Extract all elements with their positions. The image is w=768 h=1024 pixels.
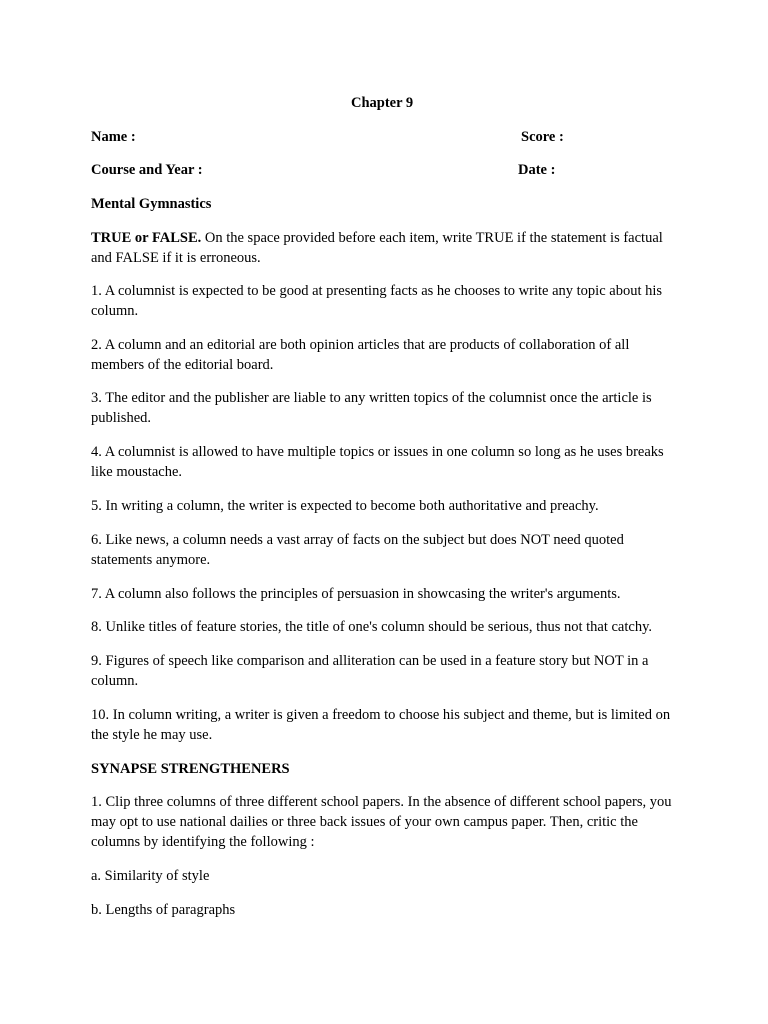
- name-label: Name :: [91, 129, 136, 145]
- synapse-item: 1. Clip three columns of three different school papers. In the absence of different school papers, you may opt to use national dailies or three back issues of your own campus paper. Then, critic the columns by identifying the following :: [91, 794, 672, 850]
- question-item: 4. A columnist is allowed to have multiple topics or issues in one column so long as he uses breaks like moustache.: [91, 444, 664, 480]
- question-item: 1. A columnist is expected to be good at presenting facts as he chooses to write any topic about his column.: [91, 283, 663, 319]
- chapter-heading: Chapter 9: [351, 95, 414, 111]
- question-item: 8. Unlike titles of feature stories, the title of one's column should be serious, thus not that catchy.: [91, 619, 653, 635]
- date-label: Date :: [518, 162, 556, 178]
- section-title-mental-gymnastics: Mental Gymnastics: [91, 196, 212, 212]
- question-item: 6. Like news, a column needs a vast array of facts on the subject but does NOT need quoted statements anymore.: [91, 532, 624, 568]
- section-title-synapse-strengtheners: SYNAPSE STRENGTHENERS: [91, 761, 290, 777]
- course-year-label: Course and Year :: [91, 162, 203, 178]
- question-item: 5. In writing a column, the writer is expected to become both authoritative and preachy.: [91, 498, 599, 514]
- question-item: 7. A column also follows the principles of persuasion in showcasing the writer's arguments.: [91, 586, 621, 602]
- question-item: 10. In column writing, a writer is given a freedom to choose his subject and theme, but is limited on the style he may use.: [91, 707, 671, 743]
- tf-instructions-text: On the space provided before each item, write TRUE if the statement is factual and FALSE if it is erroneous.: [91, 230, 663, 266]
- score-label: Score :: [521, 129, 564, 145]
- tf-heading: TRUE or FALSE.: [91, 230, 202, 246]
- question-item: 3. The editor and the publisher are liable to any written topics of the columnist once the article is published.: [91, 390, 652, 426]
- sub-item-b: b. Lengths of paragraphs: [91, 902, 236, 918]
- tf-instructions: [91, 228, 681, 268]
- question-item: 9. Figures of speech like comparison and alliteration can be used in a feature story but NOT in a column.: [91, 653, 649, 689]
- question-item: 2. A column and an editorial are both opinion articles that are products of collaboration of all members of the editorial board.: [91, 337, 630, 373]
- sub-item-a: a. Similarity of style: [91, 868, 210, 884]
